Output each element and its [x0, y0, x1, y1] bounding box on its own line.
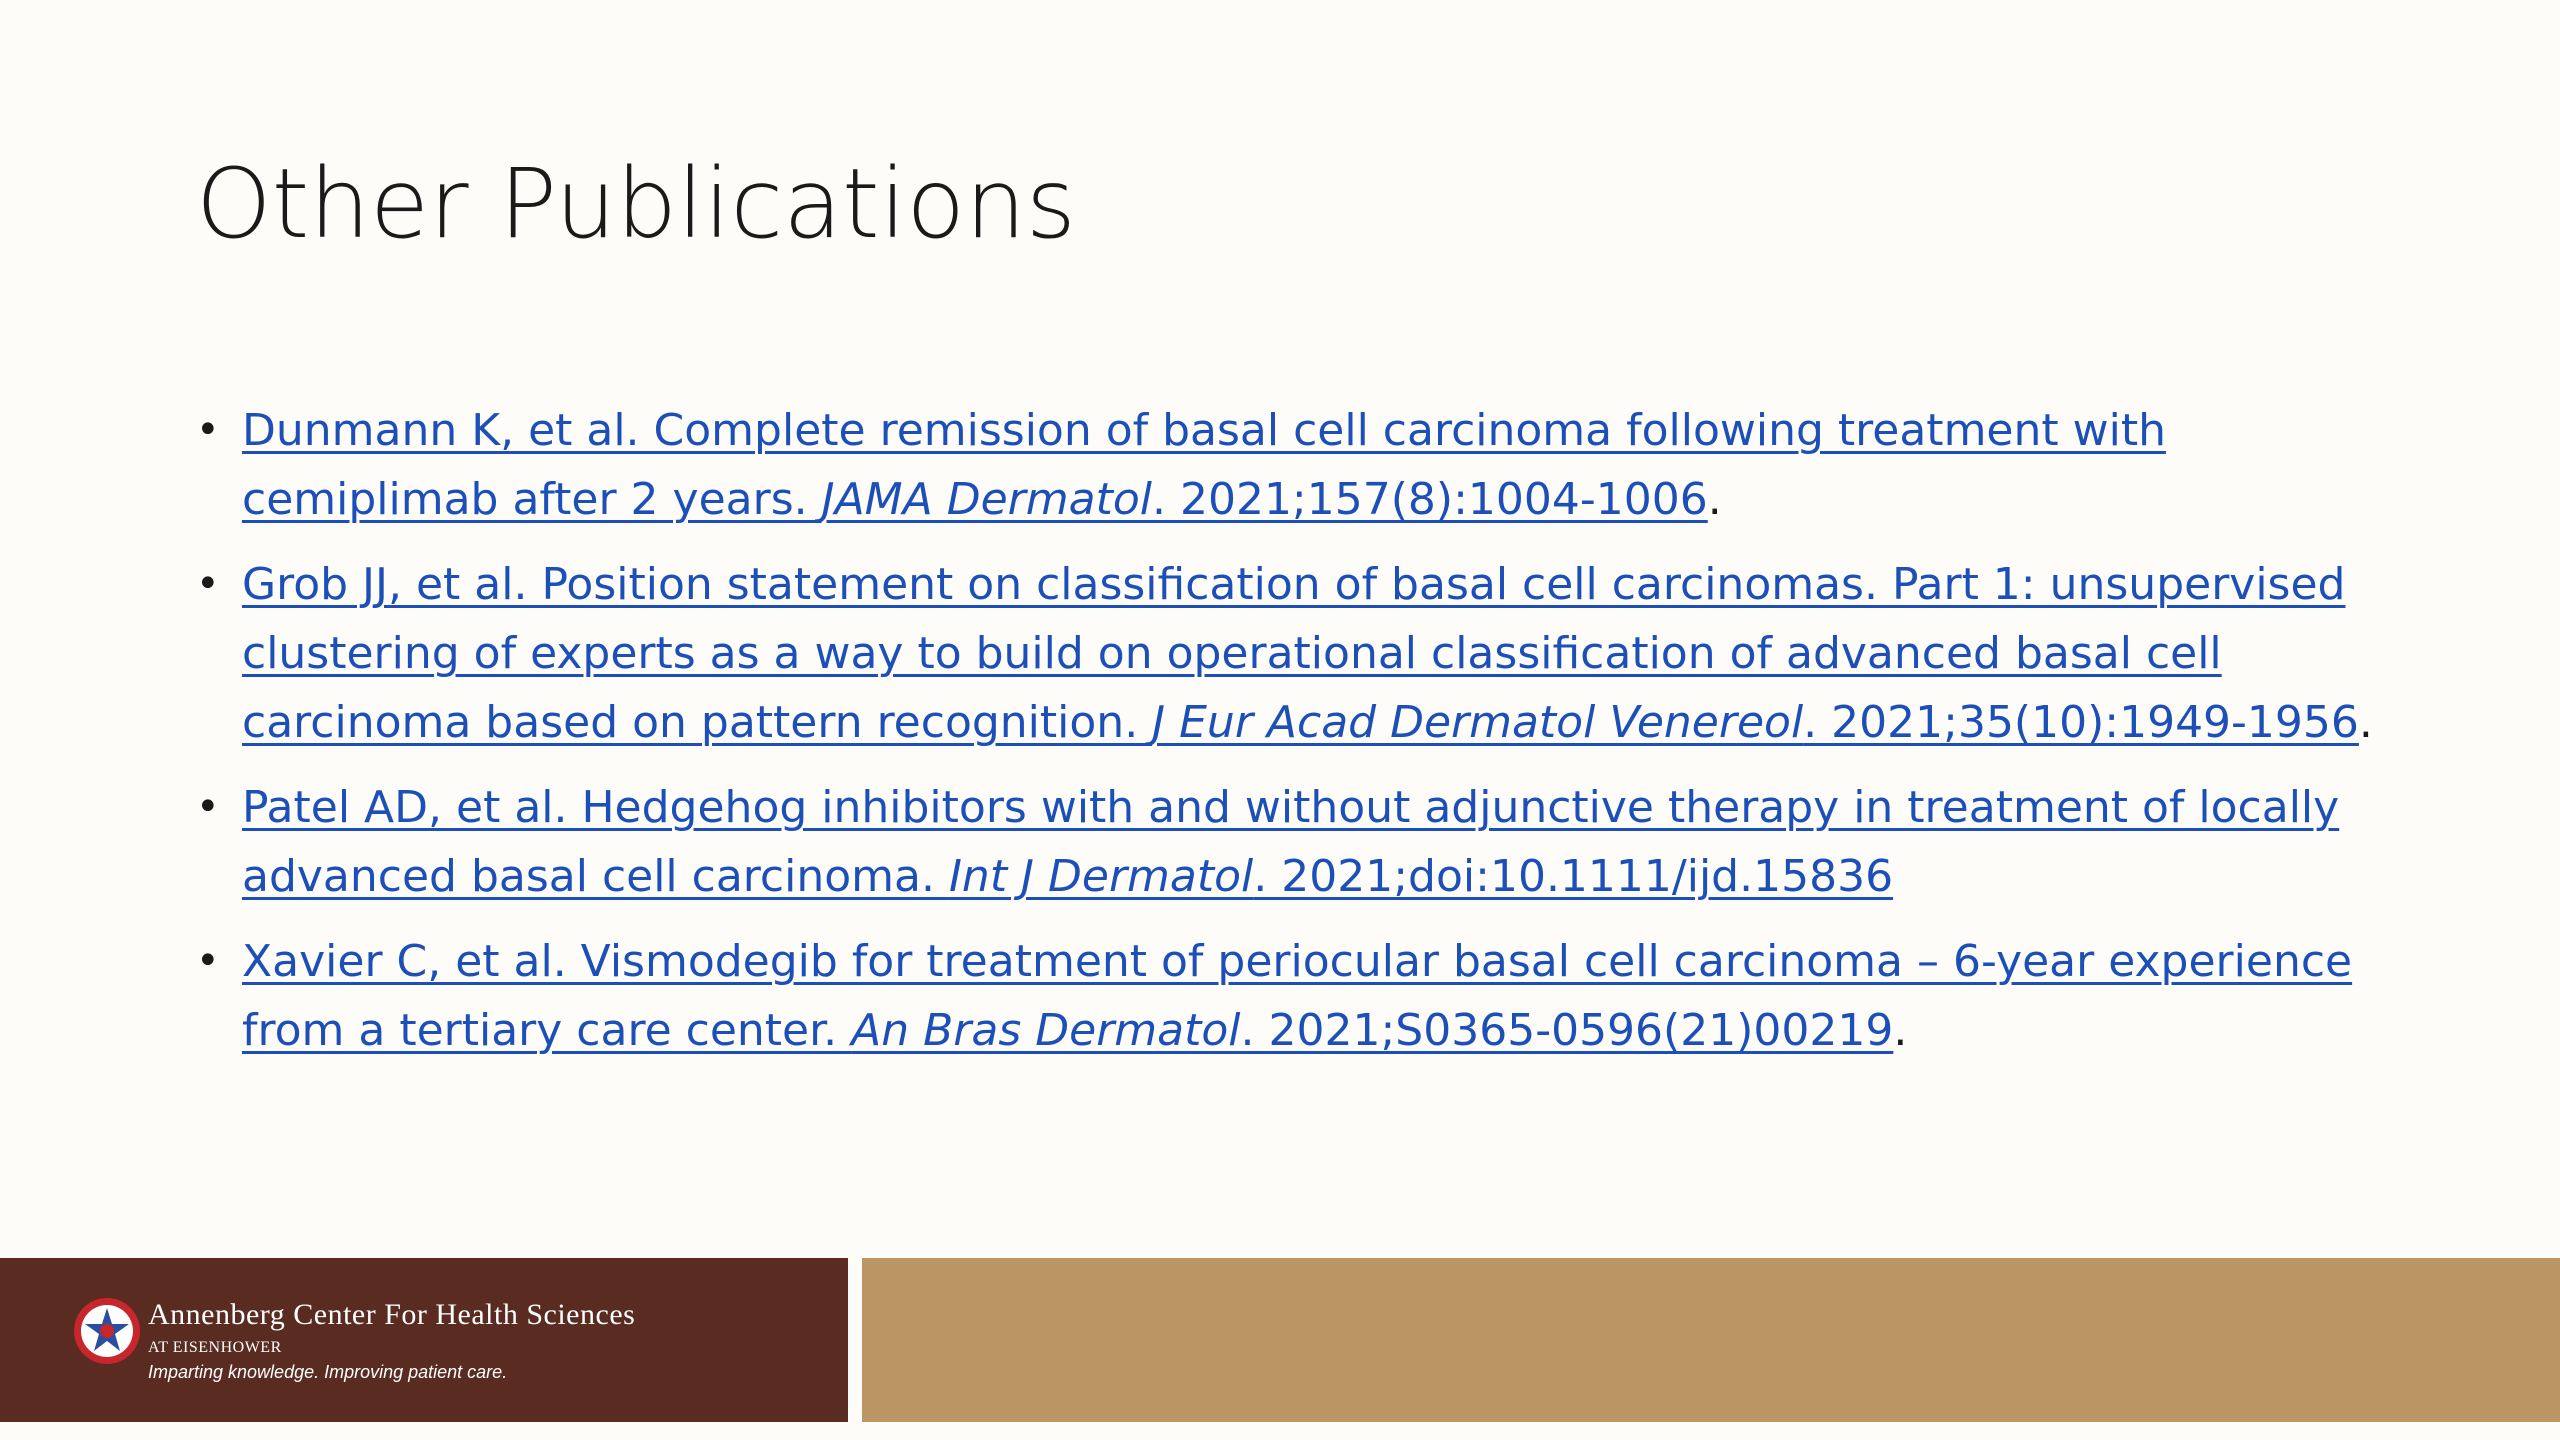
reference-citation: . 2021;35(10):1949-1956	[1803, 697, 2359, 748]
reference-text: Patel AD, et al. Hedgehog inhibitors with and without adjunctive therapy in treatment of locally advanced basal cell carcinoma.	[242, 782, 2340, 902]
star-logo-icon	[72, 1296, 142, 1366]
reference-link-3[interactable]	[242, 782, 2339, 902]
reference-period: .	[1707, 474, 1722, 525]
reference-citation: . 2021;doi:10.1111/ijd.15836	[1253, 851, 1894, 902]
reference-text: Dunmann K, et al. Complete remission of basal cell carcinoma following treatment with cemiplimab after 2 years.	[242, 405, 2166, 525]
reference-citation: . 2021;S0365-0596(21)00219	[1240, 1005, 1894, 1056]
bullet-icon: •	[196, 938, 220, 984]
reference-link-2[interactable]	[242, 559, 2359, 748]
reference-period: .	[2358, 697, 2373, 748]
reference-period: .	[1893, 1005, 1908, 1056]
reference-journal: Int J Dermatol	[948, 851, 1254, 902]
bullet-icon: •	[196, 561, 220, 607]
org-name: Annenberg Center For Health Sciences	[148, 1298, 636, 1331]
reference-journal: J Eur Acad Dermatol Venereol	[1152, 697, 1804, 748]
reference-link-1[interactable]	[242, 405, 2166, 525]
reference-item	[196, 396, 2386, 534]
reference-item	[196, 927, 2386, 1065]
reference-item	[196, 550, 2386, 757]
reference-citation: . 2021;157(8):1004-1006	[1151, 474, 1708, 525]
bullet-icon: •	[196, 407, 220, 453]
reference-item	[196, 773, 2386, 911]
footer-bottom-strip	[0, 1422, 2560, 1440]
reference-journal: An Bras Dermatol	[851, 1005, 1241, 1056]
bullet-icon: •	[196, 784, 220, 830]
org-subtitle: AT EISENHOWER	[148, 1339, 282, 1356]
reference-link-4[interactable]	[242, 936, 2352, 1056]
reference-text: Xavier C, et al. Vismodegib for treatment of periocular basal cell carcinoma – 6-year experience from a tertiary care center.	[242, 936, 2353, 1056]
reference-text: Grob JJ, et al. Position statement on classification of basal cell carcinomas. Part 1: unsupervised clustering of experts as a way to build on operational classification of advanced basal cell carcinoma based on pattern recognition.	[242, 559, 2346, 748]
slide-title: Other Publications	[196, 148, 1076, 260]
reference-list	[196, 396, 2386, 1081]
reference-journal: JAMA Dermatol	[821, 474, 1152, 525]
footer-right-band	[862, 1258, 2560, 1422]
org-tagline: Imparting knowledge. Improving patient care.	[148, 1362, 508, 1382]
